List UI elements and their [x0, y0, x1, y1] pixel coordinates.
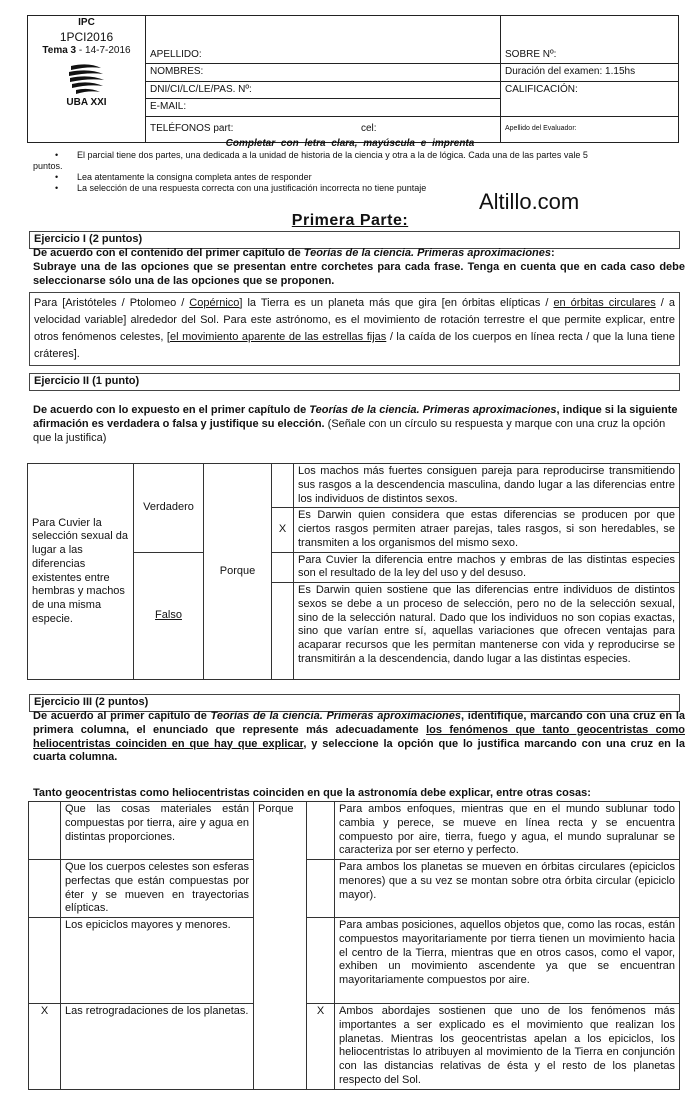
ex2-statement: Para Cuvier la selección sexual da lugar a las diferencias existentes entre hembras y machos de una misma especie.: [28, 464, 134, 680]
ex3-left-option-1: Que las cosas materiales están compuestas por tierra, aire y agua en distintas proporciones.: [61, 802, 254, 860]
ex2-instructions: De acuerdo con lo expuesto en el primer capítulo de Teorías de la ciencia. Primeras aproximaciones, indique si la siguiente afirmación es verdadera o falsa y justifique su elección. (Señale con un círculo su respuesta y marque con una cruz la opción que la justifica): [33, 404, 678, 444]
duracion-label: Duración del examen: 1.15hs: [501, 64, 679, 82]
ex3-right-mark-2[interactable]: [307, 860, 335, 918]
org-label: IPC: [78, 17, 95, 28]
ex2-option-2: Es Darwin quien considera que estas diferencias se producen por que ciertos rasgos permiten atraer parejas, tales rasgos, si son heredables, se transmiten a los organismos del mismo sexo.: [294, 508, 680, 552]
logo-text: UBA XXI: [66, 97, 107, 108]
sobre-field[interactable]: SOBRE Nº:: [501, 16, 679, 64]
ex3-instructions: De acuerdo al primer capítulo de Teorías de la ciencia. Primeras aproximaciones, identifique, marcando con una cruz en la primera columna, el enunciado que represente más adecuadamente los fenómenos que tanto geocentristas como heliocentristas coinciden en que hay que explicar, y seleccione la opción que lo justifica marcando con una cruz en la cuarta columna.: [33, 710, 686, 764]
logo-cell: [28, 16, 146, 143]
exam-date: - 14-7-2016: [76, 44, 131, 56]
ex2-mark-1[interactable]: [272, 464, 294, 508]
ex1-answer-3[interactable]: el movimiento aparente de las estrellas fijas: [169, 331, 387, 344]
ex1-answer-2[interactable]: en órbitas circulares: [553, 297, 656, 309]
ex3-right-mark-1[interactable]: [307, 802, 335, 860]
instruction-bullet-2: • Lea atentamente la consigna completa antes de responder: [33, 172, 653, 183]
ex3-right-option-2: Para ambos los planetas se mueven en órbitas circulares (epiciclos menores) que a su vez se montan sobre otra órbita circular (epiciclo mayor).: [335, 860, 680, 918]
ex3-left-mark-3[interactable]: [29, 918, 61, 1004]
ex3-left-option-4: Las retrogradaciones de los planetas.: [61, 1004, 254, 1090]
ex3-left-option-2: Que los cuerpos celestes son esferas perfectas que están compuestas por éter y se mueven en trayectorias elípticas.: [61, 860, 254, 918]
ex2-table: [27, 463, 680, 680]
part-title: Primera Parte:: [291, 212, 409, 229]
ex1-instructions: De acuerdo con el contenido del primer capítulo de Teorías de la ciencia. Primeras aproximaciones: Subraye una de las opciones que se presentan entre corchetes para cada frase. Tenga en cuenta que en cada caso debe seleccionarse sólo una de las opciones que se proponen.: [33, 247, 685, 287]
ex3-header: Ejercicio III (2 puntos): [29, 694, 680, 712]
telefonos-label: TELÉFONOS part:: [150, 122, 234, 134]
ex3-left-mark-2[interactable]: [29, 860, 61, 918]
instruction-bullet-1: • El parcial tiene dos partes, una dedicada a la unidad de historia de la ciencia y otra a la de lógica. Cada una de las partes vale 5: [33, 150, 653, 161]
ex3-lead: Tanto geocentristas como heliocentristas coinciden en que la astronomía debe explicar, entre otras cosas:: [33, 787, 591, 799]
email-field[interactable]: E-MAIL:: [146, 99, 501, 117]
dni-field[interactable]: DNI/CI/LC/LE/PAS. Nº:: [146, 81, 501, 99]
ex3-left-option-3: Los epiciclos mayores y menores.: [61, 918, 254, 1004]
nombres-field[interactable]: NOMBRES:: [146, 64, 501, 82]
instructions-title: Completar con letra clara, mayúscula e imprenta: [225, 138, 475, 149]
ex2-verdadero[interactable]: Verdadero: [134, 464, 204, 553]
ex3-right-option-3: Para ambas posiciones, aquellos objetos que, como las rocas, están compuestos mayoritariamente por tierra tienen un movimiento hacia el centro de la Tierra, mientras que en otros casos, como el vapor, exhiben un movimiento ascendente ya que se encuentran mayoritariamente compuestos por aire.: [335, 918, 680, 1004]
ex3-left-mark-4[interactable]: X: [29, 1004, 61, 1090]
ex2-option-1: Los machos más fuertes consiguen pareja para reproducirse transmitiendo sus rasgos a la descendencia masculina, dando lugar a las diferencias entre los individuos de distintos sexos.: [294, 464, 680, 508]
ex3-left-mark-1[interactable]: [29, 802, 61, 860]
ex1-answer-1[interactable]: Copérnico: [189, 297, 240, 309]
ex3-right-option-1: Para ambos enfoques, mientras que en el mundo sublunar todo cambia y perece, se mueve en línea recta y se encuentra compuesto por aire, tierra, fuego y agua, el mundo supralunar se caracteriza por ser eterno y perfecto.: [335, 802, 680, 860]
cel-label: cel:: [361, 122, 377, 134]
ex1-paragraph: Para [Aristóteles / Ptolomeo / Copérnico] la Tierra es un planeta más que gira [en órbitas elípticas / en órbitas circulares / a velocidad variable] alrededor del Sol. Para este astrónomo, es el movimiento de rotación terrestre el que permite explicar, entre otros fenómenos celestes, [el movimiento aparente de las estrellas fijas / la caída de los cuerpos en línea recta / que la luna tiene cráteres].: [29, 292, 680, 366]
ex2-option-4: Es Darwin quien sostiene que las diferencias entre individuos de distintos sexos se debe a un proceso de selección, pero no de la selección sexual, sino de la selección natural. Dado que los individuos no son copias exactas, sino que varían entre sí, aquellas variaciones que ofrecen ventajas para acaparar recursos que les permitan mantenerse con vida y reproducirse se transmitirán a la descendencia, dando lugar a las distintas especies.: [294, 583, 680, 680]
ex3-right-mark-3[interactable]: [307, 918, 335, 1004]
apellido-field[interactable]: APELLIDO:: [146, 16, 501, 64]
calificacion-field[interactable]: CALIFICACIÓN:: [501, 81, 679, 116]
ex3-table: [28, 801, 680, 1090]
uba-logo-icon: [67, 60, 107, 96]
ex2-mark-2[interactable]: X: [272, 508, 294, 552]
instruction-bullet-3: • La selección de una respuesta correcta con una justificación incorrecta no tiene puntaje: [33, 183, 653, 194]
ex2-porque: Porque: [204, 464, 272, 680]
ex2-option-3: Para Cuvier la diferencia entre machos y embras de las distintas especies son el resultado de la ley del uso y del desuso.: [294, 552, 680, 583]
ex2-mark-3[interactable]: [272, 552, 294, 583]
ex3-right-mark-4[interactable]: X: [307, 1004, 335, 1090]
evaluador-field[interactable]: Apellido del Evaluador:: [501, 116, 679, 142]
ex3-right-option-4: Ambos abordajes sostienen que uno de los fenómenos más importantes a ser explicado es el movimiento que realizan los planetas. Mientras los geocentristas apelan a los epiciclos, los heliocentristas lo atribuyen al movimiento de la Tierra en conjunción con las distancias relativas de ésta y el resto de los planetas respecto del Sol.: [335, 1004, 680, 1090]
ex2-header: Ejercicio II (1 punto): [29, 373, 680, 391]
ex2-falso[interactable]: Falso: [134, 552, 204, 680]
topic-label: Tema 3: [42, 44, 77, 56]
ex1-header: Ejercicio I (2 puntos): [29, 231, 680, 249]
course-code: 1PCI2016: [59, 29, 114, 44]
exam-header: [27, 15, 679, 143]
ex2-mark-4[interactable]: [272, 583, 294, 680]
ex3-porque: Porque: [254, 802, 307, 1090]
watermark: Altillo.com: [479, 189, 580, 214]
instruction-bullet-1-cont: puntos.: [33, 161, 63, 171]
